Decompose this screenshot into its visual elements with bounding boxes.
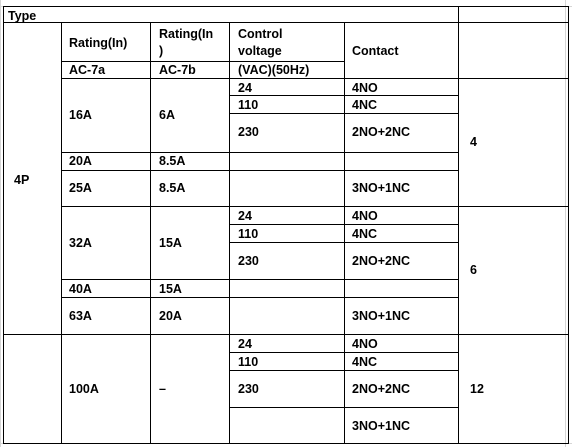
header-contact: Contact [352, 44, 399, 58]
header-rating-in-ac7a: Rating(In) [69, 36, 128, 50]
cell-v-230-c: 230 [238, 382, 259, 396]
cell-v-24-c: 24 [238, 337, 252, 351]
cell-c-2no2nc-c: 2NO+2NC [352, 382, 411, 396]
header-control-line1: Control [238, 27, 283, 41]
cell-v-230-b: 230 [238, 254, 259, 268]
cell-25a: 25A [69, 181, 92, 195]
cell-63a: 63A [69, 309, 92, 323]
cell-c-3no1nc-2: 3NO+1NC [352, 309, 411, 323]
poles-4p: 4P [14, 173, 30, 187]
cell-v-24-a: 24 [238, 81, 252, 95]
cell-count-12: 12 [470, 382, 484, 396]
cell-v-110-c: 110 [238, 355, 259, 369]
header-ac7b: AC-7b [159, 63, 196, 77]
cell-8-5a-1: 8.5A [159, 154, 186, 168]
cell-c-3no1nc-1: 3NO+1NC [352, 181, 411, 195]
cell-count-6: 6 [470, 263, 477, 277]
header-vac: (VAC)(50Hz) [238, 63, 310, 77]
cell-c-4no-b: 4NO [352, 209, 378, 223]
header-rating-in-ac7b-line1: Rating(In [159, 27, 214, 41]
cell-20a-b: 20A [159, 309, 182, 323]
cell-v-230-a: 230 [238, 125, 259, 139]
cell-100a: 100A [69, 382, 99, 396]
cell-6a: 6A [159, 108, 175, 122]
header-control-line2: voltage [238, 44, 282, 58]
cell-c-3no1nc-3: 3NO+1NC [352, 419, 411, 433]
cell-dash: – [159, 382, 166, 396]
cell-32a: 32A [69, 236, 92, 250]
cell-40a: 40A [69, 282, 92, 296]
cell-c-4nc-b: 4NC [352, 227, 378, 241]
cell-15a-1: 15A [159, 236, 182, 250]
cell-8-5a-2: 8.5A [159, 181, 186, 195]
cell-v-110-b: 110 [238, 227, 259, 241]
cell-15a-2: 15A [159, 282, 182, 296]
cell-v-24-b: 24 [238, 209, 252, 223]
cell-c-4no-a: 4NO [352, 81, 378, 95]
header-rating-in-ac7b-line2: ) [159, 44, 164, 58]
cell-c-4nc-c: 4NC [352, 355, 378, 369]
header-type: Type [8, 9, 37, 23]
cell-c-4nc-a: 4NC [352, 98, 378, 112]
cell-c-2no2nc-a: 2NO+2NC [352, 125, 411, 139]
cell-v-110-a: 110 [238, 98, 259, 112]
cell-c-4no-c: 4NO [352, 337, 378, 351]
cell-20a: 20A [69, 154, 92, 168]
cell-count-4: 4 [470, 135, 477, 149]
cell-16a: 16A [69, 108, 92, 122]
header-ac7a: AC-7a [69, 63, 106, 77]
cell-c-2no2nc-b: 2NO+2NC [352, 254, 411, 268]
